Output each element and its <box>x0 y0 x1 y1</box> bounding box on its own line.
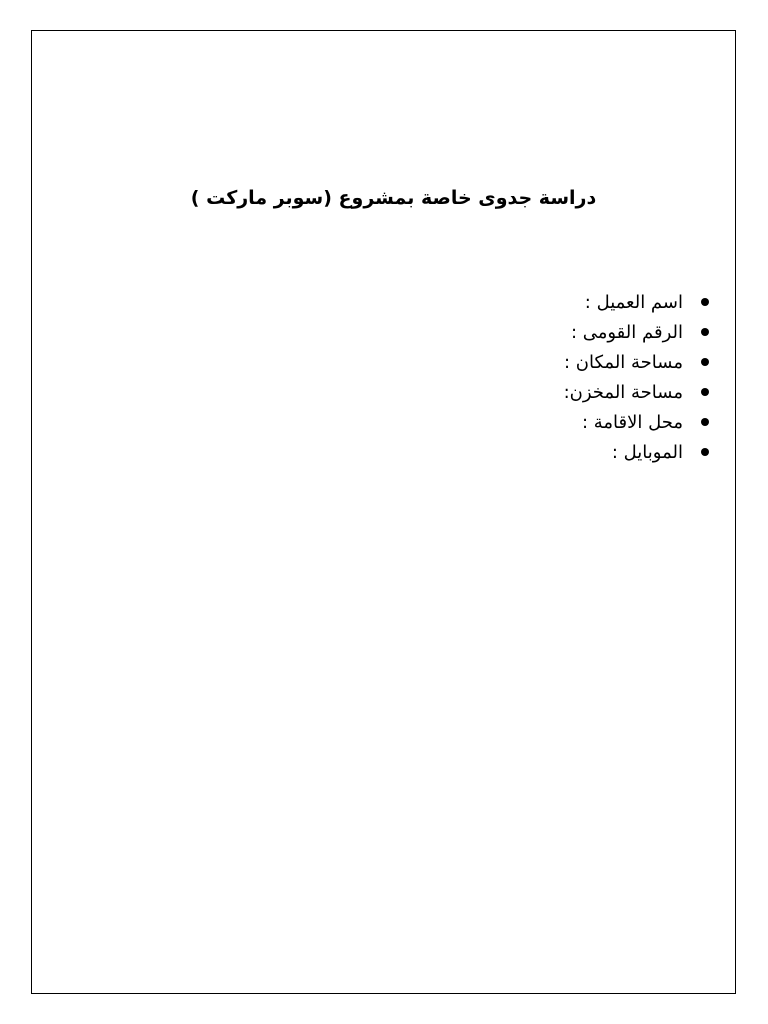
field-label: الموبايل : <box>611 441 683 463</box>
field-item-mobile <box>564 437 709 467</box>
field-list <box>564 287 709 467</box>
field-item-client-name <box>564 287 709 317</box>
field-label: مساحة المخزن: <box>563 381 683 403</box>
bullet-icon <box>701 448 709 456</box>
field-item-storage-area <box>564 377 709 407</box>
document-title: دراسة جدوى خاصة بمشروع (سوبر ماركت ) <box>190 187 597 209</box>
field-label: اسم العميل : <box>584 291 683 313</box>
field-item-national-id <box>564 317 709 347</box>
document-page <box>31 30 736 994</box>
bullet-icon <box>701 418 709 426</box>
field-label: محل الاقامة : <box>581 411 683 433</box>
field-item-residence <box>564 407 709 437</box>
field-label: الرقم القومى : <box>570 321 683 343</box>
bullet-icon <box>701 358 709 366</box>
field-item-place-area <box>564 347 709 377</box>
bullet-icon <box>701 388 709 396</box>
field-label: مساحة المكان : <box>563 351 683 373</box>
bullet-icon <box>701 298 709 306</box>
bullet-icon <box>701 328 709 336</box>
